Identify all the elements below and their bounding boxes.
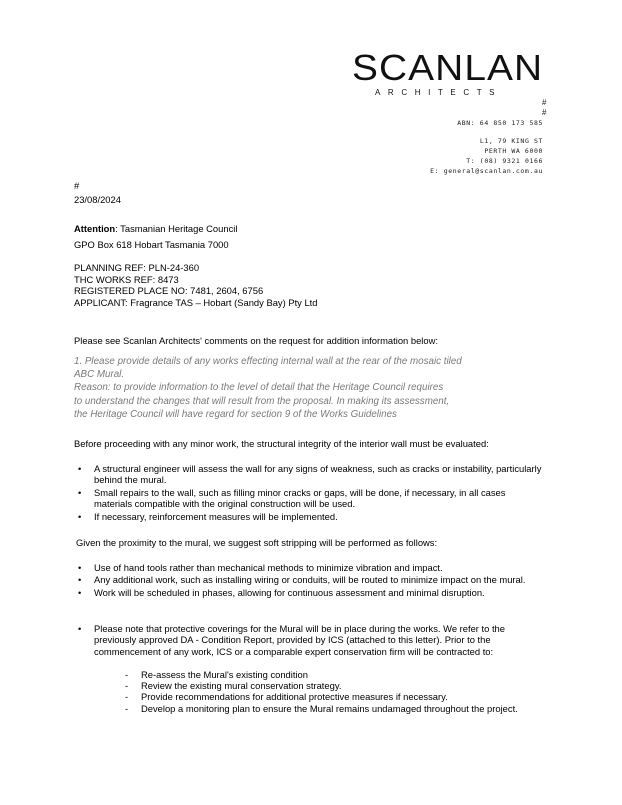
list-item: - Provide recommendations for additional protective measures if necessary.	[125, 691, 448, 703]
letterhead-mark: #	[542, 108, 547, 117]
bullet-icon: •	[78, 562, 82, 573]
list-item: • Please note that protective coverings for the Mural will be in place during the works. We refer to the previously approved DA - Condition Report, provided by ICS (attached to this letter). Prior to the commencement of any work, ICS or a comparable expert conservation firm will be contracted to:	[78, 623, 505, 657]
letter-date: 23/08/2024	[74, 194, 121, 205]
reference-line: THC WORKS REF: 8473	[74, 273, 179, 285]
list-item: • If necessary, reinforcement measures will be implemented.	[78, 510, 338, 522]
company-logo: SCANLAN	[352, 47, 544, 88]
dash-icon: -	[125, 669, 129, 680]
list-item: • Small repairs to the wall, such as filling minor cracks or gaps, will be done, if necessary, in all cases materials compatible with the original construction will be used.	[78, 486, 506, 510]
reference-line: REGISTERED PLACE NO: 7481, 2604, 6756	[74, 285, 264, 297]
attention-line	[74, 223, 237, 235]
attention-recipient: : Tasmanian Heritage Council	[115, 223, 238, 234]
bullet-icon: •	[78, 574, 82, 586]
soft-stripping-intro: Given the proximity to the mural, we suggest soft stripping will be performed as follows:	[76, 537, 438, 548]
conservation-tasks-list	[115, 669, 525, 714]
request-line: to understand the changes that will result from the proposal. In making its assessment,	[74, 395, 450, 407]
bullet-icon: •	[78, 623, 82, 634]
recipient-address: GPO Box 618 Hobart Tasmania 7000	[74, 239, 229, 250]
abn-number: ABN: 64 850 173 585	[457, 119, 543, 127]
intro-paragraph: Please see Scanlan Architects' comments on the request for addition information below:	[74, 335, 438, 346]
bullet-icon: •	[78, 463, 82, 474]
list-item: • Use of hand tools rather than mechanical methods to minimize vibration and impact.	[78, 562, 443, 573]
protective-coverings-list	[74, 623, 544, 658]
structural-list	[74, 463, 544, 523]
soft-stripping-list	[74, 562, 544, 599]
dash-icon: -	[125, 702, 129, 714]
reference-block	[74, 262, 318, 308]
firm-address-line: L1, 79 KING ST	[479, 137, 543, 145]
list-item: • A structural engineer will assess the wall for any signs of weakness, such as cracks or instability, particularly behind the mural.	[78, 463, 542, 486]
request-line: Reason: to provide information to the level of detail that the Heritage Council requires	[74, 382, 444, 394]
firm-contact-block	[430, 118, 543, 176]
request-line: ABC Mural.	[74, 369, 125, 381]
list-item: • Work will be scheduled in phases, allowing for continuous assessment and minimal disruption.	[78, 586, 485, 598]
document-marker: #	[74, 180, 80, 191]
attention-label: Attention	[74, 223, 116, 234]
firm-email: E: general@scanlan.com.au	[430, 167, 543, 175]
list-item: - Review the existing mural conservation strategy.	[125, 680, 342, 692]
reference-line: APPLICANT: Fragrance TAS – Hobart (Sandy Bay) Pty Ltd	[74, 296, 318, 308]
bullet-icon: •	[78, 510, 82, 522]
letterhead-mark: #	[542, 98, 547, 107]
bullet-icon: •	[78, 486, 82, 498]
list-item: - Re-assess the Mural's existing condition	[125, 669, 308, 680]
council-request-quote	[74, 355, 544, 421]
dash-icon: -	[125, 680, 129, 692]
list-item: - Develop a monitoring plan to ensure the Mural remains undamaged throughout the project.	[125, 702, 518, 714]
request-line: 1. Please provide details of any works effecting internal wall at the rear of the mosaic tiled	[74, 356, 462, 367]
request-line: the Heritage Council will have regard for section 9 of the Works Guidelines	[74, 408, 397, 420]
firm-address-line: PERTH WA 6000	[484, 147, 543, 155]
dash-icon: -	[125, 691, 129, 703]
bullet-icon: •	[78, 586, 82, 598]
reference-line: PLANNING REF: PLN-24-360	[74, 262, 200, 273]
company-logo-subtitle: ARCHITECTS	[375, 88, 503, 97]
list-item: • Any additional work, such as installing wiring or conduits, will be routed to minimize impact on the mural.	[78, 574, 526, 586]
firm-phone: T: (08) 9321 0166	[466, 157, 543, 165]
structural-intro: Before proceeding with any minor work, the structural integrity of the interior wall must be evaluated:	[74, 438, 489, 449]
